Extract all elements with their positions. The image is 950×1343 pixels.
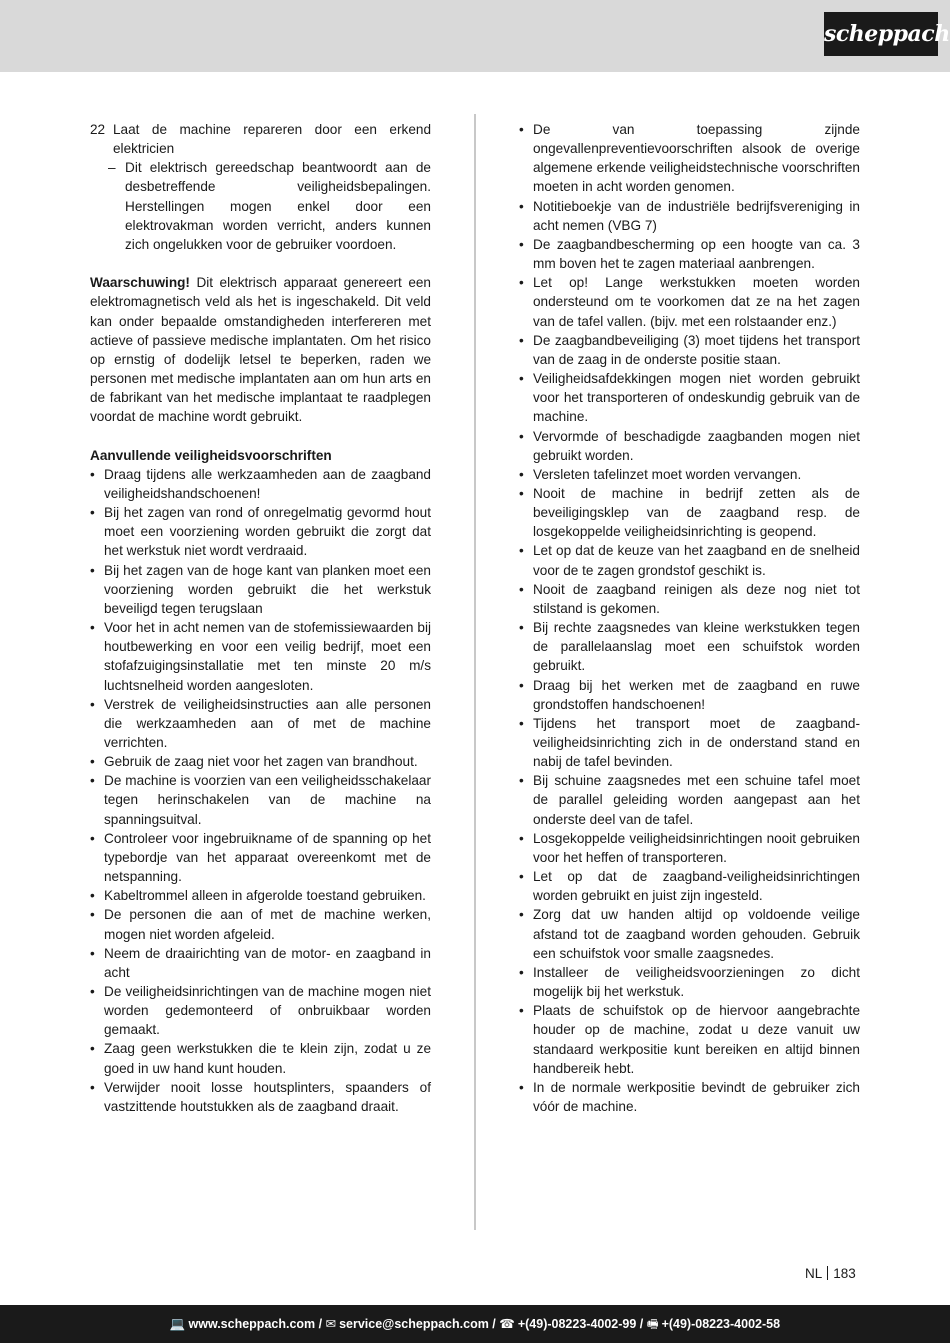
list-item: • Voor het in acht nemen van de stofemissiewaarden bij houtbewerking en voor een veilig bedrijf, moet een stofafzuigingsinstallatie met ten minste 20 m/s luchtsnelheid worden aangesloten. [90, 618, 431, 695]
right-column [519, 120, 860, 1116]
list-item: • Neem de draairichting van de motor- en zaagband in acht [90, 944, 431, 982]
list-item: • Draag tijdens alle werkzaamheden aan de zaagband veiligheidshandschoenen! [90, 465, 431, 503]
list-item: • Bij rechte zaagsnedes van kleine werkstukken tegen de parallelaanslag moet een schuifstok worden gebruikt. [519, 618, 860, 675]
page-number-value: 183 [833, 1266, 856, 1281]
contact-footer [0, 1305, 950, 1343]
list-item: • De zaagbandbeveiliging (3) moet tijdens het transport van de zaag in de onderste positie staan. [519, 331, 860, 369]
scheppach-logo: scheppach [824, 12, 938, 56]
instruction-22-sub [90, 158, 431, 254]
footer-separator: / [488, 1317, 500, 1331]
left-column [90, 120, 431, 1116]
dash-marker: – [108, 160, 116, 176]
list-item: • Controleer voor ingebruikname of de spanning op het typebordje van het apparaat overeenkomt met de netspanning. [90, 829, 431, 886]
fax-icon: 🖷 [646, 1317, 659, 1331]
telephone-icon: ☎ [499, 1317, 515, 1331]
warning-label: Waarschuwing! [90, 275, 190, 291]
list-item: • Let op dat de zaagband-veiligheidsinrichtingen worden gebruikt en juist zijn ingesteld. [519, 867, 860, 905]
item-number: 22 [90, 122, 106, 137]
list-item: • Vervormde of beschadigde zaagbanden mogen niet gebruikt worden. [519, 427, 860, 465]
list-item: • Bij schuine zaagsnedes met een schuine tafel moet de parallel geleiding worden aangepast aan het onderste deel van de tafel. [519, 771, 860, 828]
list-item: • Gebruik de zaag niet voor het zagen van brandhout. [90, 752, 431, 771]
list-item: • De van toepassing zijnde ongevallenpreventievoorschriften alsook de overige algemene erkende veiligheidstechnische voorschriften moeten in acht worden genomen. [519, 120, 860, 197]
phone-number: +(49)-08223-4002-99 [517, 1317, 637, 1331]
list-item: • Zorg dat uw handen altijd op voldoende veilige afstand tot de zaagband worden gehouden. Gebruik een schuifstok voor smalle zaagsnedes. [519, 905, 860, 962]
list-item: • Versleten tafelinzet moet worden vervangen. [519, 465, 860, 484]
footer-separator: / [315, 1317, 326, 1331]
right-bullet-list [519, 120, 860, 1116]
item-text: Laat de machine repareren door een erkend elektricien [113, 122, 431, 157]
list-item: • De personen die aan of met de machine werken, mogen niet worden afgeleid. [90, 905, 431, 943]
email-link[interactable]: service@scheppach.com [339, 1317, 489, 1331]
list-item: • Notitieboekje van de industriële bedrijfsvereniging in acht nemen (VBG 7) [519, 197, 860, 235]
list-item: • Installeer de veiligheidsvoorzieningen zo dicht mogelijk bij het werkstuk. [519, 963, 860, 1001]
page-number [805, 1266, 856, 1281]
warning-paragraph [90, 273, 431, 426]
computer-icon: 💻 [169, 1317, 186, 1331]
list-item: • Plaats de schuifstok op de hiervoor aangebrachte houder op de machine, zodat u deze vanuit uw standaard werkpositie kunt bereiken en altijd binnen handbereik hebt. [519, 1001, 860, 1078]
instruction-22 [90, 120, 431, 158]
list-item: • Let op! Lange werkstukken moeten worden ondersteund om te voorkomen dat ze na het zagen van de tafel vallen. (bijv. met een rolstaander enz.) [519, 273, 860, 330]
section-heading: Aanvullende veiligheidsvoorschriften [90, 447, 332, 463]
list-item: • De veiligheidsinrichtingen van de machine mogen niet worden gedemonteerd of onbruikbaar worden gemaakt. [90, 982, 431, 1039]
language-code: NL [805, 1266, 823, 1281]
column-divider [474, 114, 476, 1230]
list-item: • Tijdens het transport moet de zaagband-veiligheidsinrichting zich in de onderstand stand en nabij de tafel bevinden. [519, 714, 860, 771]
page-separator [827, 1266, 828, 1280]
list-item: • De zaagbandbescherming op een hoogte van ca. 3 mm boven het te zagen materiaal aanbrengen. [519, 235, 860, 273]
list-item: • Kabeltrommel alleen in afgerolde toestand gebruiken. [90, 886, 431, 905]
list-item: • Nooit de zaagband reinigen als deze nog niet tot stilstand is gekomen. [519, 580, 860, 618]
website-link[interactable]: www.scheppach.com [188, 1317, 316, 1331]
list-item: • Bij het zagen van rond of onregelmatig gevormd hout moet een voorziening worden gebruikt die zorgt dat het werkstuk niet wordt verdraaid. [90, 503, 431, 560]
header-band [0, 0, 950, 72]
list-item: • In de normale werkpositie bevindt de gebruiker zich vóór de machine. [519, 1078, 860, 1116]
footer-separator: / [636, 1317, 647, 1331]
list-item: • Verstrek de veiligheidsinstructies aan alle personen die werkzaamheden aan of met de machine verrichten. [90, 695, 431, 752]
list-item: • Nooit de machine in bedrijf zetten als de beveiligingsklep van de zaagband resp. de losgekoppelde veiligheidsinrichting is geopend. [519, 484, 860, 541]
list-item: • Draag bij het werken met de zaagband en ruwe grondstoffen handschoenen! [519, 676, 860, 714]
left-bullet-list [90, 465, 431, 1116]
warning-text: Dit elektrisch apparaat genereert een elektromagnetisch veld als het is ingeschakeld. Dit veld kan onder bepaalde omstandigheden interfereren met actieve of passieve medische implantaten. Om het risico op ernstig of dodelijk letsel te beperken, raden we personen met medische implantaten aan om hun arts en de fabrikant van het medische implantaat te raadplegen voordat de machine wordt gebruikt. [90, 275, 431, 425]
list-item: • Veiligheidsafdekkingen mogen niet worden gebruikt voor het transporteren of ondeskundig gebruik van de machine. [519, 369, 860, 426]
fax-number: +(49)-08223-4002-58 [661, 1317, 781, 1331]
envelope-icon: ✉ [325, 1317, 337, 1331]
list-item: • Losgekoppelde veiligheidsinrichtingen nooit gebruiken voor het heffen of transporteren. [519, 829, 860, 867]
list-item: • De machine is voorzien van een veiligheidsschakelaar tegen herinschakelen van de machine na spanningsuitval. [90, 771, 431, 828]
list-item: • Verwijder nooit losse houtsplinters, spaanders of vastzittende houtstukken als de zaagband draait. [90, 1078, 431, 1116]
list-item: • Bij het zagen van de hoge kant van planken moet een voorziening worden gebruikt die het werkstuk beveiligd tegen terugslaan [90, 561, 431, 618]
list-item: • Zaag geen werkstukken die te klein zijn, zodat u ze goed in uw hand kunt houden. [90, 1039, 431, 1077]
list-item: • Let op dat de keuze van het zaagband en de snelheid voor de te zagen grondstof geschikt is. [519, 541, 860, 579]
sub-item-text: Dit elektrisch gereedschap beantwoordt aan de desbetreffende veiligheidsbepalingen. Herstellingen mogen enkel door een elektrovakman worden verricht, anders kunnen zich ongelukken voor de gebruiker voordoen. [125, 160, 431, 252]
